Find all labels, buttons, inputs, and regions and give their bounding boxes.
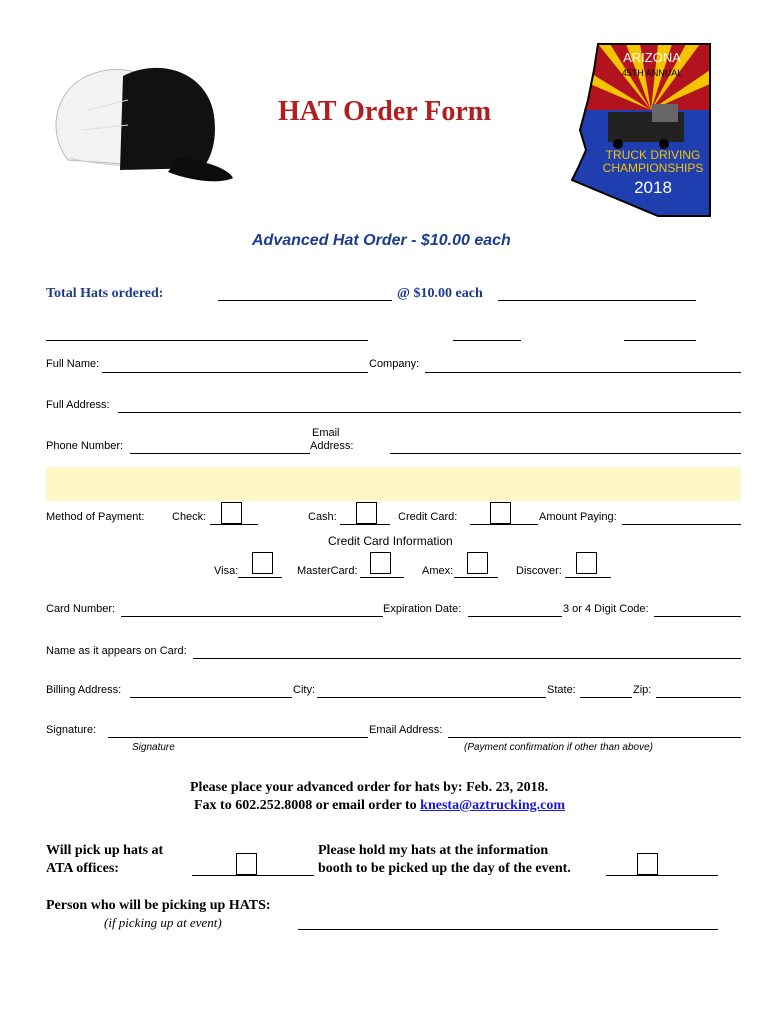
credit-card-checkbox[interactable]: [490, 502, 511, 524]
cvv-label: 3 or 4 Digit Code:: [563, 603, 649, 615]
card-number-field[interactable]: [121, 616, 383, 617]
state-field[interactable]: [580, 697, 632, 698]
amex-checkbox[interactable]: [467, 552, 488, 574]
ata-pickup-label-1: Will pick up hats at: [46, 843, 164, 858]
cash-label: Cash:: [308, 511, 337, 523]
signature-label: Signature:: [46, 724, 97, 736]
fax-notice: [194, 798, 565, 814]
extra-line-1[interactable]: [46, 340, 368, 341]
booth-pickup-underline: [606, 875, 718, 876]
extra-line-2[interactable]: [453, 340, 521, 341]
discover-label: Discover:: [516, 565, 562, 577]
amex-label: Amex:: [422, 565, 454, 577]
discover-checkbox[interactable]: [576, 552, 597, 574]
discover-underline: [565, 577, 611, 578]
billing-address-field[interactable]: [130, 697, 292, 698]
price-label: @ $10.00 each: [397, 286, 483, 301]
signature-field[interactable]: [108, 737, 368, 738]
billing-address-label: Billing Address:: [46, 684, 122, 696]
phone-field[interactable]: [130, 453, 310, 454]
full-name-label: Full Name:: [46, 358, 100, 370]
pickup-person-field[interactable]: [298, 929, 718, 930]
city-field[interactable]: [317, 697, 546, 698]
mastercard-label: MasterCard:: [297, 565, 358, 577]
zip-label: Zip:: [633, 684, 652, 696]
full-address-label: Full Address:: [46, 399, 110, 411]
cash-checkbox[interactable]: [356, 502, 377, 524]
name-on-card-field[interactable]: [193, 658, 741, 659]
email-label-1: Email: [312, 427, 340, 439]
ata-pickup-checkbox[interactable]: [236, 853, 257, 875]
payment-email-field[interactable]: [448, 737, 741, 738]
highlight-band: [46, 467, 741, 501]
zip-field[interactable]: [656, 697, 741, 698]
visa-checkbox[interactable]: [252, 552, 273, 574]
logo-year: 2018: [634, 178, 672, 197]
email-address-label: Email Address:: [369, 724, 443, 736]
phone-label: Phone Number:: [46, 440, 124, 452]
pickup-person-note: (if picking up at event): [104, 915, 222, 930]
card-number-label: Card Number:: [46, 603, 116, 615]
ata-pickup-label-2: ATA offices:: [46, 861, 119, 876]
credit-card-underline: [470, 524, 538, 525]
city-label: City:: [293, 684, 315, 696]
signature-caption: Signature: [132, 742, 175, 753]
logo-state: ARIZONA: [623, 50, 681, 65]
company-field[interactable]: [425, 372, 741, 373]
visa-label: Visa:: [214, 565, 239, 577]
logo-event-line1: TRUCK DRIVING: [605, 148, 701, 162]
name-on-card-label: Name as it appears on Card:: [46, 645, 187, 657]
check-label: Check:: [172, 511, 207, 523]
credit-card-label: Credit Card:: [398, 511, 458, 523]
total-hats-field[interactable]: [218, 300, 392, 301]
deadline-notice: Please place your advanced order for hats by: Feb. 23, 2018.: [190, 780, 549, 795]
cvv-field[interactable]: [654, 616, 741, 617]
state-label: State:: [547, 684, 576, 696]
booth-pickup-checkbox[interactable]: [637, 853, 658, 875]
mastercard-checkbox[interactable]: [370, 552, 391, 574]
extra-line-3[interactable]: [624, 340, 696, 341]
booth-pickup-label-2: booth to be picked up the day of the event.: [318, 861, 571, 876]
total-amount-field[interactable]: [498, 300, 696, 301]
check-checkbox[interactable]: [221, 502, 242, 524]
booth-pickup-label-1: Please hold my hats at the information: [318, 843, 549, 858]
email-label-2: Address:: [310, 440, 354, 452]
payment-caption: (Payment confirmation if other than above): [464, 742, 653, 753]
cc-heading: Credit Card Information: [328, 534, 453, 548]
amount-paying-label: Amount Paying:: [539, 511, 617, 523]
hat-image: [28, 40, 250, 200]
visa-underline: [238, 577, 282, 578]
company-label: Company:: [369, 358, 420, 370]
full-address-field[interactable]: [118, 412, 741, 413]
logo-annual: 45TH ANNUAL: [621, 68, 683, 78]
amount-paying-field[interactable]: [622, 524, 741, 525]
logo-event-line2: CHAMPIONSHIPS: [602, 161, 704, 175]
email-field[interactable]: [390, 453, 741, 454]
cash-underline: [340, 524, 390, 525]
pickup-person-label: Person who will be picking up HATS:: [46, 898, 271, 913]
check-underline: [210, 524, 258, 525]
championship-logo: [566, 40, 728, 220]
order-email-link[interactable]: knesta@aztrucking.com: [420, 798, 566, 813]
order-subtitle: Advanced Hat Order - $10.00 each: [252, 232, 511, 249]
full-name-field[interactable]: [102, 372, 368, 373]
fax-notice-text: Fax to 602.252.8008 or email order to: [194, 798, 421, 813]
page-title: HAT Order Form: [278, 96, 492, 127]
expiration-field[interactable]: [468, 616, 562, 617]
amex-underline: [454, 577, 498, 578]
payment-method-label: Method of Payment:: [46, 511, 145, 523]
ata-pickup-underline: [192, 875, 314, 876]
total-hats-label: Total Hats ordered:: [46, 286, 164, 301]
mastercard-underline: [360, 577, 404, 578]
expiration-label: Expiration Date:: [383, 603, 462, 615]
